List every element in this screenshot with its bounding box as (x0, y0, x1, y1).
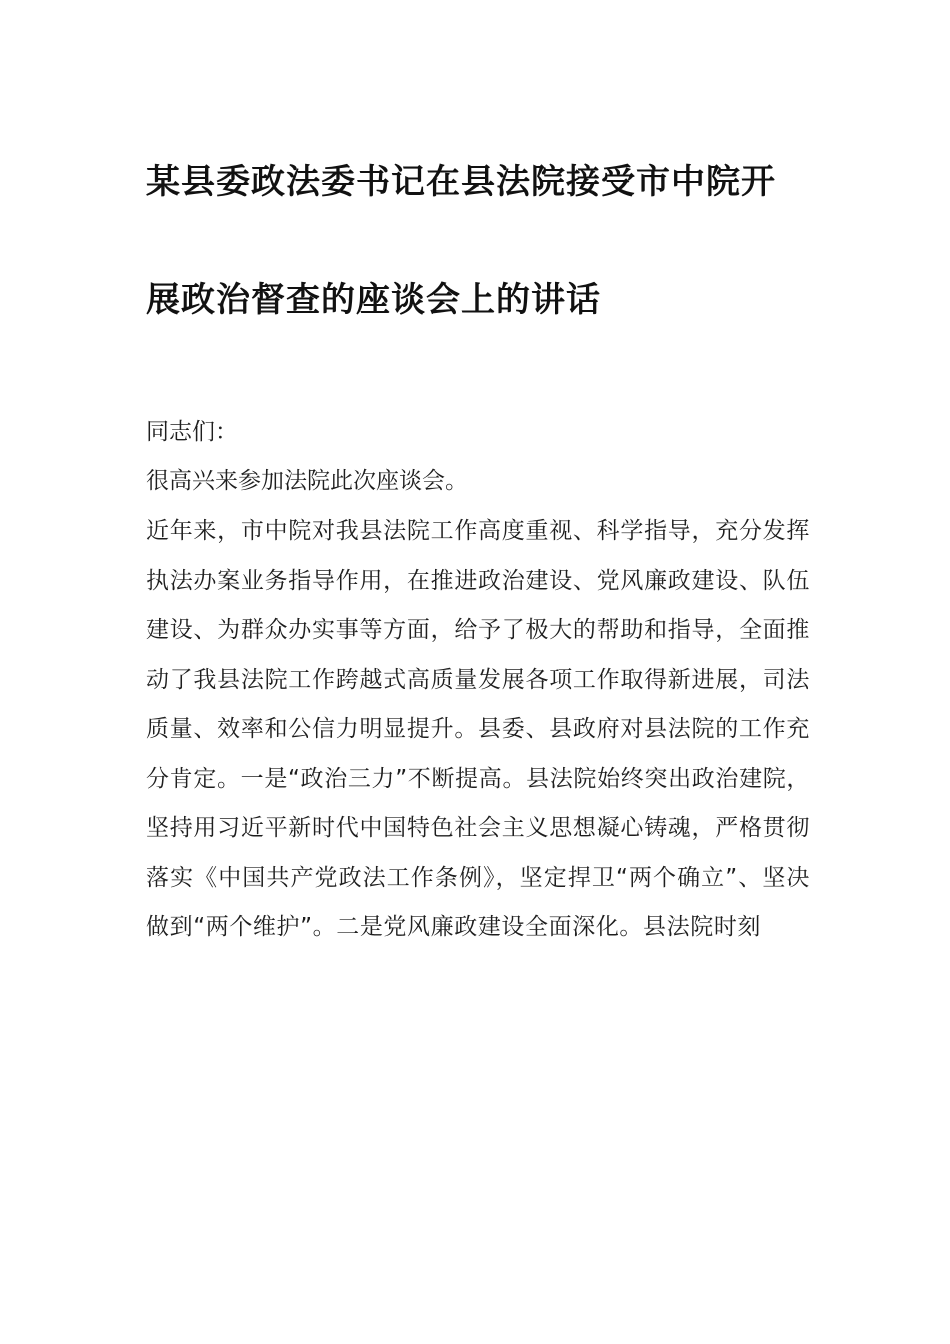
salutation: 同志们： (146, 419, 238, 445)
document-title-line-1: 某县委政法委书记在县法院接受市中院开 (146, 162, 776, 202)
document-title-line-2: 展政治督查的座谈会上的讲话 (146, 280, 601, 320)
main-paragraph: 近年来，市中院对我县法院工作高度重视、科学指导，充分发挥执法办案业务指导作用，在推进政治建设、党风廉政建设、队伍建设、为群众办实事等方面，给予了极大的帮助和指导，全面推动了我县法院工作跨越式高质量发展各项工作取得新进展，司法质量、效率和公信力明显提升。县委、县政府对县法院的工作充分肯定。一是“政治三力”不断提高。县法院始终突出政治建院，坚持用习近平新时代中国特色社会主义思想凝心铸魂，严格贯彻落实《中国共产党政法工作条例》，坚定捍卫“两个确立”、坚决做到“两个维护”。二是党风廉政建设全面深化。县法院时刻 (146, 518, 810, 940)
opening-sentence: 很高兴来参加法院此次座谈会。 (146, 468, 468, 494)
